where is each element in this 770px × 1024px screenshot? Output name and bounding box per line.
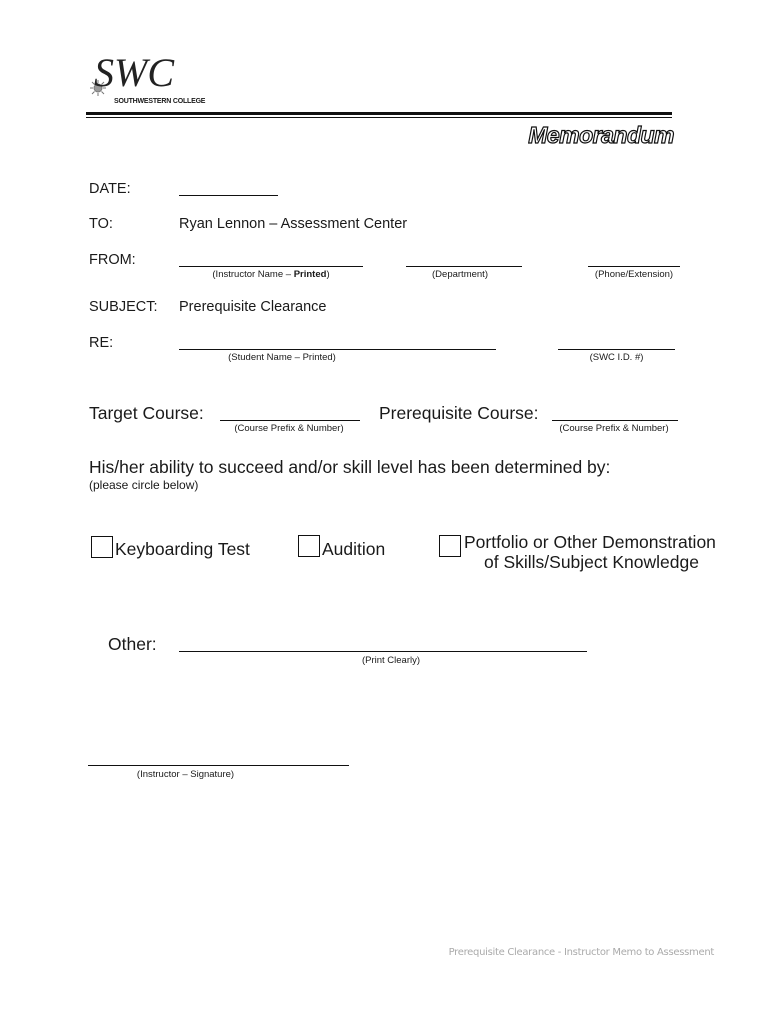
prereq-course-label: Prerequisite Course:: [379, 403, 539, 423]
caption-bold: Printed: [293, 269, 327, 280]
date-line[interactable]: [179, 195, 278, 196]
date-label: DATE:: [89, 181, 131, 197]
audition-checkbox[interactable]: [298, 535, 320, 557]
phone-caption: (Phone/Extension): [594, 269, 674, 280]
prereq-course-caption: (Course Prefix & Number): [559, 423, 669, 434]
department-line[interactable]: [406, 266, 522, 267]
target-course-label: Target Course:: [89, 403, 204, 423]
memo-title: Memorandum: [528, 122, 674, 148]
portfolio-label-line2: of Skills/Subject Knowledge: [484, 552, 699, 572]
determination-heading: His/her ability to succeed and/or skill level has been determined by:: [89, 457, 611, 477]
portfolio-checkbox[interactable]: [439, 535, 461, 557]
logo-mark-text: SWC: [94, 50, 174, 95]
portfolio-label-line1: Portfolio or Other Demonstration: [464, 532, 716, 552]
target-course-caption: (Course Prefix & Number): [234, 423, 344, 434]
instructor-name-line[interactable]: [179, 266, 363, 267]
signature-caption: (Instructor – Signature): [136, 769, 235, 780]
from-label: FROM:: [89, 252, 136, 268]
department-caption: (Department): [432, 269, 488, 280]
swc-id-caption: (SWC I.D. #): [589, 352, 644, 363]
to-value: Ryan Lennon – Assessment Center: [179, 216, 408, 232]
student-name-line[interactable]: [179, 349, 496, 350]
other-caption: (Print Clearly): [361, 655, 421, 666]
keyboarding-test-checkbox[interactable]: [91, 536, 113, 558]
college-logo: [88, 38, 218, 108]
target-course-line[interactable]: [220, 420, 360, 421]
phone-line[interactable]: [588, 266, 680, 267]
prereq-course-line[interactable]: [552, 420, 678, 421]
audition-label: Audition: [322, 539, 386, 559]
header-rule-thin: [86, 117, 672, 118]
caption-suffix: ): [326, 269, 330, 280]
other-label: Other:: [108, 634, 157, 654]
subject-label: SUBJECT:: [89, 299, 158, 315]
signature-line[interactable]: [88, 765, 349, 766]
other-line[interactable]: [179, 651, 587, 652]
logo-college-name: SOUTHWESTERN COLLEGE: [114, 98, 206, 105]
re-label: RE:: [89, 335, 114, 351]
student-name-caption: (Student Name – Printed): [228, 352, 336, 363]
swc-id-line[interactable]: [558, 349, 675, 350]
keyboarding-test-label: Keyboarding Test: [115, 539, 250, 559]
header-rule: [86, 112, 672, 115]
instructor-name-caption: [179, 269, 363, 280]
determination-note: (please circle below): [89, 478, 199, 492]
subject-value: Prerequisite Clearance: [179, 299, 327, 315]
to-label: TO:: [89, 216, 113, 232]
caption-prefix: (Instructor Name –: [212, 269, 294, 280]
footer-text: Prerequisite Clearance - Instructor Memo to Assessment: [448, 947, 714, 958]
